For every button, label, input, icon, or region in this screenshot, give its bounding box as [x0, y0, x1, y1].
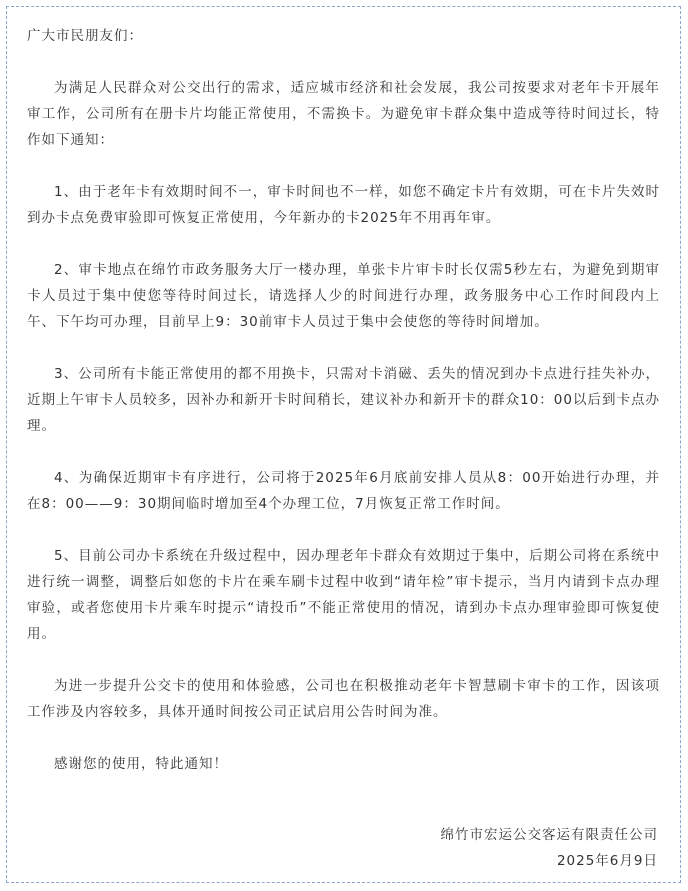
improvement-paragraph: 为进一步提升公交卡的使用和体验感，公司也在积极推动老年卡智慧刷卡审卡的工作，因该项工作涉及内容较多，具体开通时间按公司正试启用公告时间为准。 — [27, 678, 660, 720]
signature-block — [441, 822, 659, 874]
item-2-paragraph: 2、审卡地点在绵竹市政务服务大厅一楼办理，单张卡片审卡时长仅需5秒左右，为避免到期审卡人员过于集中使您等待时间过长，请选择人少的时间进行办理，政务服务中心工作时间段内上午、下午均可办理，目前早上9：30前审卡人员过于集中会使您的等待时间增加。 — [27, 262, 660, 330]
item-1-paragraph: 1、由于老年卡有效期时间不一，审卡时间也不一样，如您不确定卡片有效期，可在卡片失效时到办卡点免费审验即可恢复正常使用，今年新办的卡2025年不用再年审。 — [27, 184, 660, 226]
item-4-paragraph: 4、为确保近期审卡有序进行，公司将于2025年6月底前安排人员从8：00开始进行办理，并在8：00——9：30期间临时增加至4个办理工位，7月恢复正常工作时间。 — [27, 470, 660, 512]
item-5-paragraph: 5、目前公司办卡系统在升级过程中，因办理老年卡群众有效期过于集中，后期公司将在系统中进行统一调整，调整后如您的卡片在乘车刷卡过程中收到“请年检”审卡提示，当月内请到卡点办理审验，或者您使用卡片乘车时提示“请投币”不能正常使用的情况，请到办卡点办理审验即可恢复使用。 — [27, 548, 660, 642]
item-3-paragraph: 3、公司所有卡能正常使用的都不用换卡，只需对卡消磁、丢失的情况到办卡点进行挂失补办，近期上午审卡人员较多，因补办和新开卡时间稍长，建议补办和新开卡的群众10：00以后到卡点办理。 — [27, 366, 660, 434]
notice-document — [6, 6, 681, 883]
intro-paragraph: 为满足人民群众对公交出行的需求，适应城市经济和社会发展，我公司按要求对老年卡开展年审工作，公司所有在册卡片均能正常使用，不需换卡。为避免审卡群众集中造成等待时间过长，特作如下通知： — [27, 80, 660, 148]
greeting: 广大市民朋友们： — [27, 28, 143, 44]
company-name: 绵竹市宏运公交客运有限责任公司 — [440, 827, 658, 843]
thanks-paragraph: 感谢您的使用，特此通知！ — [54, 756, 228, 772]
notice-date: 2025年6月9日 — [556, 853, 658, 869]
